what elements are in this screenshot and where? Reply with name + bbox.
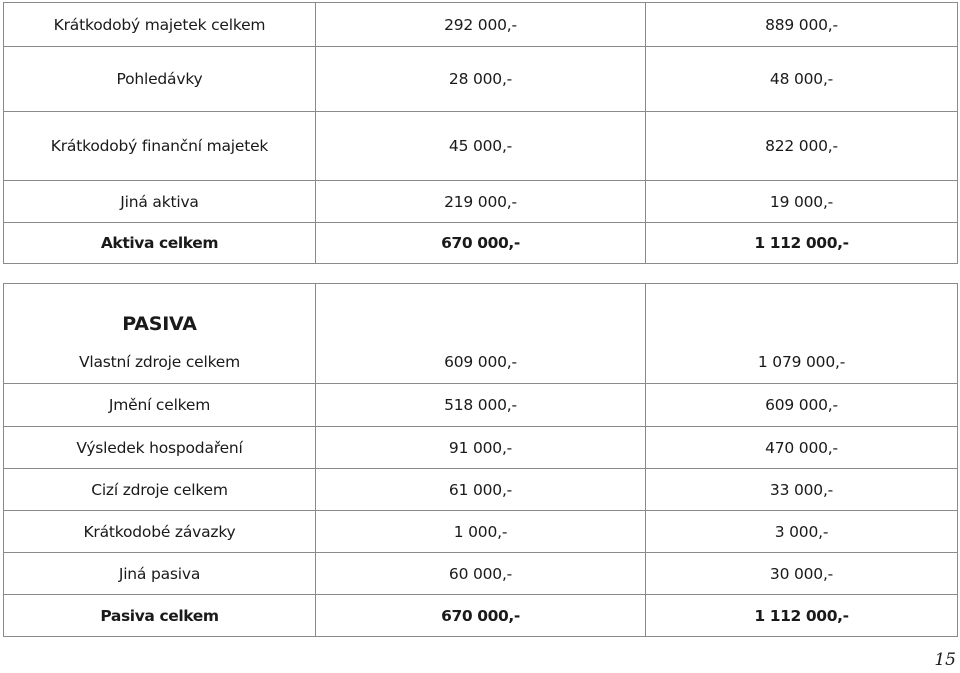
row-label: Pasiva celkem: [4, 595, 316, 637]
row-label: Pohledávky: [4, 47, 316, 112]
value-col2: 1 112 000,-: [646, 223, 958, 264]
value-col1: 670 000,-: [316, 223, 646, 264]
value-col1: 670 000,-: [316, 595, 646, 637]
empty-cell: [646, 284, 958, 341]
value-col2: 19 000,-: [646, 181, 958, 223]
table-row: [4, 469, 958, 511]
value-col2: 1 079 000,-: [646, 341, 958, 384]
liabilities-table: [3, 283, 958, 637]
value-col2: 470 000,-: [646, 427, 958, 469]
table-row: [4, 384, 958, 427]
value-col1: 609 000,-: [316, 341, 646, 384]
table-row: [4, 112, 958, 181]
value-col1: 61 000,-: [316, 469, 646, 511]
section-heading: PASIVA: [4, 284, 316, 341]
row-label: Krátkodobé závazky: [4, 511, 316, 553]
value-col1: 91 000,-: [316, 427, 646, 469]
table-row: [4, 3, 958, 47]
liabilities-heading-row: [4, 284, 958, 341]
row-label: Krátkodobý majetek celkem: [4, 3, 316, 47]
liabilities-total-row: [4, 595, 958, 637]
table-row: [4, 511, 958, 553]
table-row: [4, 47, 958, 112]
value-col2: 30 000,-: [646, 553, 958, 595]
table-row: [4, 427, 958, 469]
value-col2: 889 000,-: [646, 3, 958, 47]
empty-cell: [316, 284, 646, 341]
row-label: Vlastní zdroje celkem: [4, 341, 316, 384]
value-col1: 60 000,-: [316, 553, 646, 595]
table-row: [4, 341, 958, 384]
assets-total-row: [4, 223, 958, 264]
value-col2: 48 000,-: [646, 47, 958, 112]
row-label: Cizí zdroje celkem: [4, 469, 316, 511]
value-col1: 45 000,-: [316, 112, 646, 181]
value-col2: 3 000,-: [646, 511, 958, 553]
page-number: 15: [934, 650, 956, 670]
row-label: Jiná pasiva: [4, 553, 316, 595]
row-label: Aktiva celkem: [4, 223, 316, 264]
value-col1: 518 000,-: [316, 384, 646, 427]
value-col1: 28 000,-: [316, 47, 646, 112]
value-col1: 292 000,-: [316, 3, 646, 47]
row-label: Jmění celkem: [4, 384, 316, 427]
value-col2: 33 000,-: [646, 469, 958, 511]
row-label: Krátkodobý finanční majetek: [4, 112, 316, 181]
value-col2: 822 000,-: [646, 112, 958, 181]
row-label: Jiná aktiva: [4, 181, 316, 223]
table-row: [4, 553, 958, 595]
assets-table: [3, 2, 958, 264]
table-row: [4, 181, 958, 223]
row-label: Výsledek hospodaření: [4, 427, 316, 469]
value-col1: 1 000,-: [316, 511, 646, 553]
value-col2: 609 000,-: [646, 384, 958, 427]
value-col2: 1 112 000,-: [646, 595, 958, 637]
value-col1: 219 000,-: [316, 181, 646, 223]
